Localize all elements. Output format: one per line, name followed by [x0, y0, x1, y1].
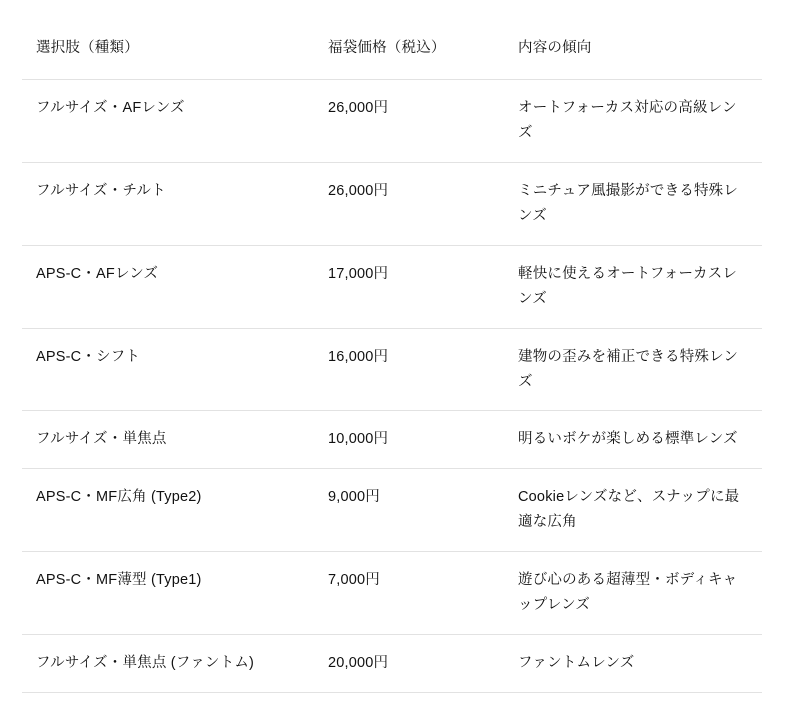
cell-type-text: フルサイズ・チルト — [36, 182, 166, 199]
cell-type — [22, 411, 314, 469]
cell-price-text: 9,000円 — [328, 489, 380, 506]
column-header-detail: 内容の傾向 — [504, 18, 762, 79]
cell-price — [314, 79, 504, 162]
cell-detail — [504, 79, 762, 162]
table-body — [22, 79, 762, 692]
cell-type-text: フルサイズ・AFレンズ — [36, 99, 185, 116]
column-header-price: 福袋価格（税込） — [314, 18, 504, 79]
table-row — [22, 162, 762, 245]
cell-price — [314, 552, 504, 635]
cell-price — [314, 469, 504, 552]
cell-type — [22, 328, 314, 411]
table-row — [22, 552, 762, 635]
cell-type — [22, 245, 314, 328]
table-row — [22, 328, 762, 411]
cell-detail — [504, 411, 762, 469]
cell-price — [314, 635, 504, 693]
cell-detail — [504, 635, 762, 693]
cell-type-text: APS-C・MF広角 (Type2) — [36, 489, 202, 506]
table-row — [22, 79, 762, 162]
cell-detail-text: 明るいボケが楽しめる標準レンズ — [518, 431, 738, 448]
cell-price — [314, 328, 504, 411]
cell-type-text: APS-C・MF薄型 (Type1) — [36, 572, 202, 589]
cell-detail — [504, 328, 762, 411]
cell-type-text: フルサイズ・単焦点 (ファントム) — [36, 655, 255, 672]
cell-type — [22, 635, 314, 693]
cell-detail-text: 軽快に使えるオートフォーカスレンズ — [518, 265, 738, 307]
table-header — [22, 18, 762, 79]
cell-price — [314, 245, 504, 328]
cell-price-text: 16,000円 — [328, 348, 389, 365]
cell-price-text: 20,000円 — [328, 655, 389, 672]
lens-price-table — [22, 18, 762, 693]
table-row — [22, 635, 762, 693]
cell-type-text: APS-C・シフト — [36, 348, 141, 365]
cell-detail-text: 建物の歪みを補正できる特殊レンズ — [518, 348, 739, 390]
cell-type — [22, 162, 314, 245]
table-row — [22, 245, 762, 328]
column-header-type: 選択肢（種類） — [22, 18, 314, 79]
cell-detail-text: 遊び心のある超薄型・ボディキャップレンズ — [518, 572, 738, 614]
cell-price-text: 26,000円 — [328, 182, 389, 199]
table-row — [22, 411, 762, 469]
cell-type — [22, 552, 314, 635]
cell-detail — [504, 245, 762, 328]
cell-detail — [504, 469, 762, 552]
cell-type-text: APS-C・AFレンズ — [36, 265, 159, 282]
cell-type-text: フルサイズ・単焦点 — [36, 431, 167, 448]
cell-price-text: 17,000円 — [328, 265, 389, 282]
cell-detail-text: ファントムレンズ — [518, 655, 635, 672]
cell-detail — [504, 552, 762, 635]
cell-detail-text: Cookieレンズなど、スナップに最適な広角 — [518, 489, 740, 531]
cell-price-text: 26,000円 — [328, 99, 389, 116]
table-row — [22, 469, 762, 552]
cell-price-text: 7,000円 — [328, 572, 380, 589]
cell-type — [22, 79, 314, 162]
cell-detail-text: オートフォーカス対応の高級レンズ — [518, 99, 737, 141]
cell-type — [22, 469, 314, 552]
cell-price — [314, 162, 504, 245]
cell-price — [314, 411, 504, 469]
cell-detail-text: ミニチュア風撮影ができる特殊レンズ — [518, 182, 739, 224]
table-header-row — [22, 18, 762, 79]
cell-price-text: 10,000円 — [328, 431, 389, 448]
cell-detail — [504, 162, 762, 245]
